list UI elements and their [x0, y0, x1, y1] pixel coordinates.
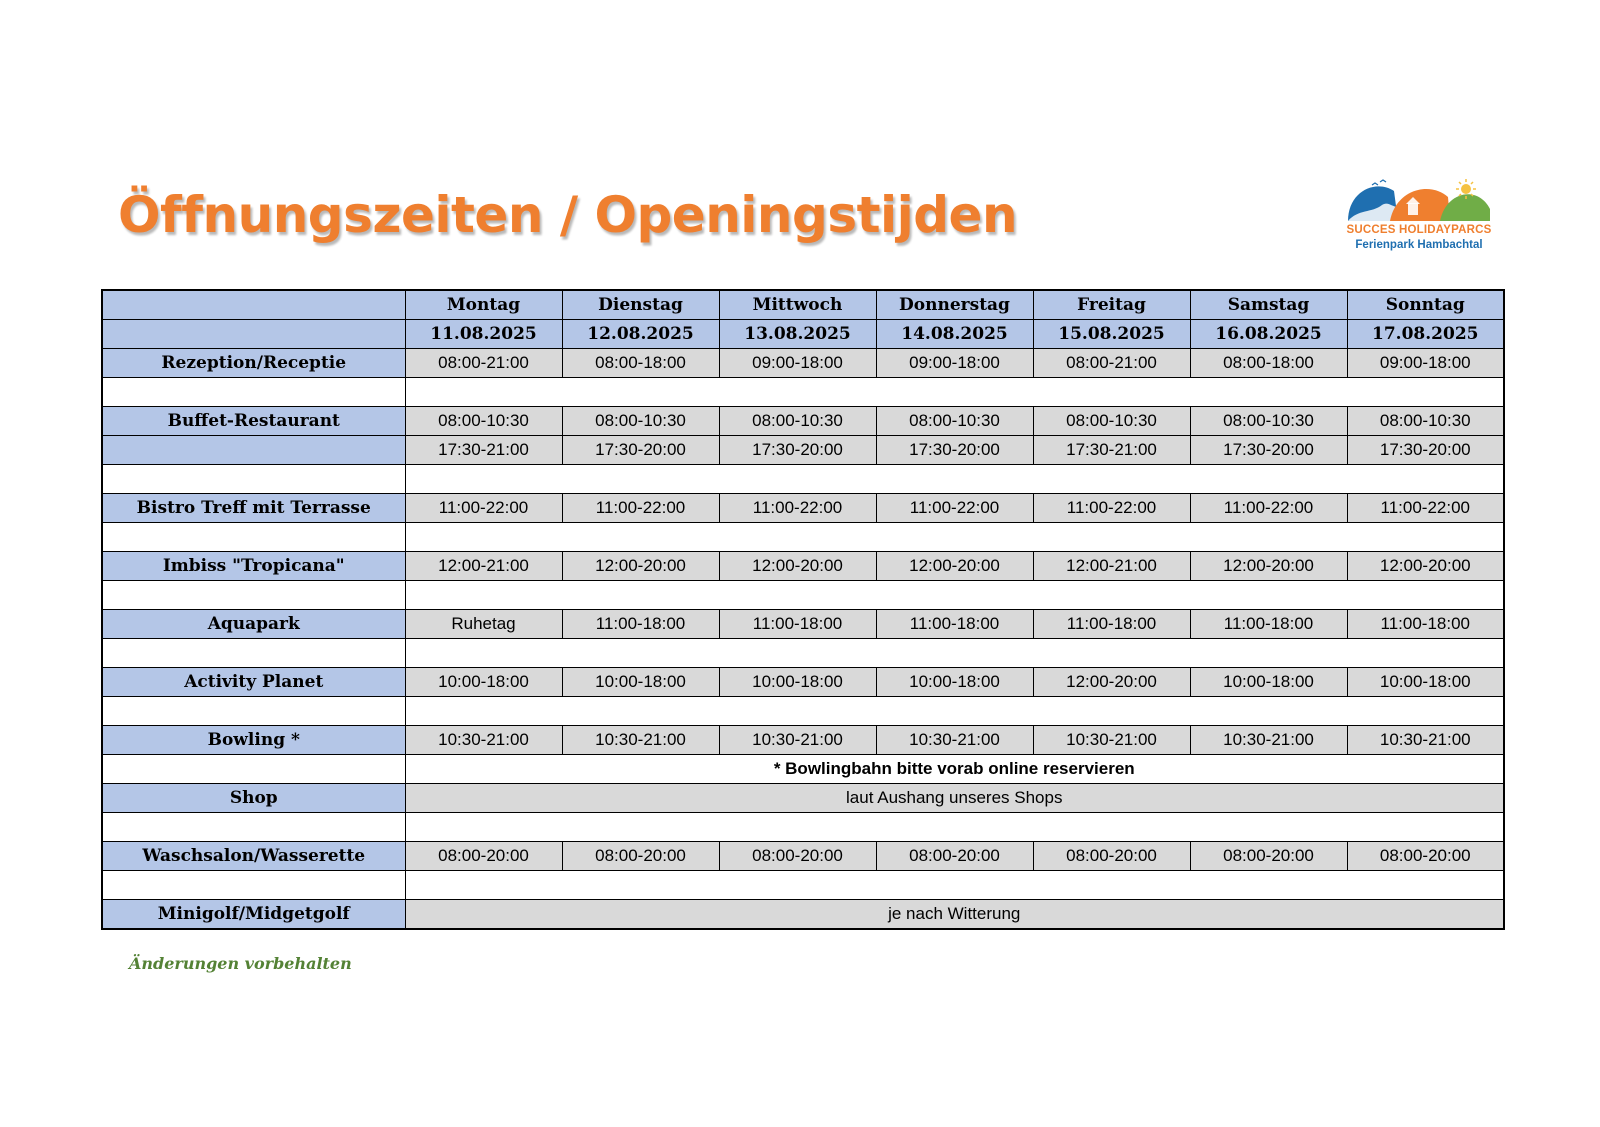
date-header: 12.08.2025 [562, 320, 719, 349]
spacer-cell [102, 813, 405, 842]
spacer-row [102, 581, 1504, 610]
hours-cell: 08:00-10:30 [719, 407, 876, 436]
hours-cell: 08:00-20:00 [405, 842, 562, 871]
hours-cell: 08:00-18:00 [562, 349, 719, 378]
changes-reserved-note: Änderungen vorbehalten [129, 954, 352, 973]
hours-cell: 11:00-22:00 [1190, 494, 1347, 523]
facility-label: Shop [102, 784, 405, 813]
hours-cell: 11:00-22:00 [562, 494, 719, 523]
hours-cell: 11:00-22:00 [405, 494, 562, 523]
spacer-cell [102, 523, 405, 552]
hours-cell: 12:00-20:00 [876, 552, 1033, 581]
bowling-reservation-note: * Bowlingbahn bitte vorab online reservieren [405, 755, 1504, 784]
hours-cell: 10:00-18:00 [876, 668, 1033, 697]
hours-cell: 10:30-21:00 [876, 726, 1033, 755]
hours-note-cell: je nach Witterung [405, 900, 1504, 930]
spacer-cell [102, 871, 405, 900]
day-header: Freitag [1033, 290, 1190, 320]
company-logo [1338, 177, 1500, 255]
hours-cell: 08:00-20:00 [1190, 842, 1347, 871]
spacer-row [102, 813, 1504, 842]
hours-cell: 11:00-18:00 [719, 610, 876, 639]
hours-cell: 11:00-18:00 [1347, 610, 1504, 639]
hours-cell: 11:00-22:00 [876, 494, 1033, 523]
spacer-cell [102, 755, 405, 784]
hours-cell: 11:00-22:00 [1347, 494, 1504, 523]
table-row [102, 784, 1504, 813]
day-header: Mittwoch [719, 290, 876, 320]
table-row [102, 436, 1504, 465]
hours-cell: 12:00-20:00 [1190, 552, 1347, 581]
table-row [102, 668, 1504, 697]
header-row-dates [102, 320, 1504, 349]
date-header: 13.08.2025 [719, 320, 876, 349]
hours-cell: 08:00-10:30 [1347, 407, 1504, 436]
header-corner-cell [102, 320, 405, 349]
hours-cell: 08:00-10:30 [1190, 407, 1347, 436]
hours-cell: 11:00-22:00 [719, 494, 876, 523]
spacer-cell [405, 378, 1504, 407]
table-row [102, 726, 1504, 755]
hours-cell: 17:30-21:00 [1033, 436, 1190, 465]
spacer-row [102, 697, 1504, 726]
hours-cell: 10:30-21:00 [719, 726, 876, 755]
facility-label: Bistro Treff mit Terrasse [102, 494, 405, 523]
hours-cell: 10:00-18:00 [1347, 668, 1504, 697]
hours-cell: 08:00-10:30 [405, 407, 562, 436]
spacer-cell [405, 465, 1504, 494]
day-header: Dienstag [562, 290, 719, 320]
spacer-cell [102, 465, 405, 494]
spacer-cell [405, 697, 1504, 726]
hours-cell: 12:00-21:00 [1033, 552, 1190, 581]
hours-cell: 11:00-18:00 [562, 610, 719, 639]
facility-label: Imbiss "Tropicana" [102, 552, 405, 581]
hours-cell: 08:00-21:00 [1033, 349, 1190, 378]
spacer-cell [405, 581, 1504, 610]
date-header: 17.08.2025 [1347, 320, 1504, 349]
logo-graphic-icon [1346, 177, 1492, 223]
hours-cell: 17:30-20:00 [1347, 436, 1504, 465]
day-header: Sonntag [1347, 290, 1504, 320]
spacer-cell [405, 639, 1504, 668]
table-row [102, 494, 1504, 523]
hours-cell: 17:30-20:00 [562, 436, 719, 465]
table-row [102, 900, 1504, 930]
spacer-cell [102, 378, 405, 407]
spacer-cell [102, 581, 405, 610]
hours-cell: 08:00-10:30 [562, 407, 719, 436]
hours-cell: 10:30-21:00 [562, 726, 719, 755]
hours-cell: 12:00-21:00 [405, 552, 562, 581]
spacer-row [102, 523, 1504, 552]
spacer-cell [405, 813, 1504, 842]
day-header: Montag [405, 290, 562, 320]
logo-park-name: Ferienpark Hambachtal [1355, 239, 1483, 251]
hours-cell: 09:00-18:00 [1347, 349, 1504, 378]
hours-cell: 12:00-20:00 [1347, 552, 1504, 581]
hours-cell: 17:30-20:00 [1190, 436, 1347, 465]
header-row-days [102, 290, 1504, 320]
logo-brand-name: SUCCES HOLIDAYPARCS [1346, 224, 1492, 236]
date-header: 16.08.2025 [1190, 320, 1347, 349]
bowling-note-row [102, 755, 1504, 784]
hours-cell: 10:00-18:00 [719, 668, 876, 697]
day-header: Samstag [1190, 290, 1347, 320]
facility-label: Buffet-Restaurant [102, 407, 405, 436]
hours-cell: 10:00-18:00 [1190, 668, 1347, 697]
table-row [102, 552, 1504, 581]
facility-label [102, 436, 405, 465]
spacer-row [102, 378, 1504, 407]
spacer-row [102, 639, 1504, 668]
hours-cell: 10:30-21:00 [405, 726, 562, 755]
hours-cell: 11:00-22:00 [1033, 494, 1190, 523]
date-header: 15.08.2025 [1033, 320, 1190, 349]
hours-cell: 12:00-20:00 [562, 552, 719, 581]
hours-cell: 09:00-18:00 [876, 349, 1033, 378]
spacer-cell [405, 871, 1504, 900]
opening-hours-table [101, 289, 1505, 930]
hours-cell: 10:30-21:00 [1033, 726, 1190, 755]
hours-cell: 09:00-18:00 [719, 349, 876, 378]
facility-label: Waschsalon/Wasserette [102, 842, 405, 871]
hours-cell: 08:00-20:00 [876, 842, 1033, 871]
spacer-cell [405, 523, 1504, 552]
hours-cell: 10:30-21:00 [1347, 726, 1504, 755]
hours-cell: 08:00-10:30 [876, 407, 1033, 436]
facility-label: Bowling * [102, 726, 405, 755]
page-title: Öffnungszeiten / Openingstijden [118, 186, 1018, 244]
hours-cell: 10:00-18:00 [405, 668, 562, 697]
spacer-cell [102, 639, 405, 668]
hours-cell: 11:00-18:00 [1033, 610, 1190, 639]
hours-cell: 17:30-21:00 [405, 436, 562, 465]
table-row [102, 349, 1504, 378]
day-header: Donnerstag [876, 290, 1033, 320]
hours-cell: 08:00-18:00 [1190, 349, 1347, 378]
hours-cell: 17:30-20:00 [876, 436, 1033, 465]
hours-cell: 08:00-10:30 [1033, 407, 1190, 436]
hours-cell: 08:00-20:00 [719, 842, 876, 871]
hours-cell: 11:00-18:00 [876, 610, 1033, 639]
facility-label: Minigolf/Midgetgolf [102, 900, 405, 930]
spacer-row [102, 465, 1504, 494]
hours-cell: 12:00-20:00 [1033, 668, 1190, 697]
hours-cell: 08:00-20:00 [562, 842, 719, 871]
header-corner-cell [102, 290, 405, 320]
hours-cell: 08:00-21:00 [405, 349, 562, 378]
hours-cell: Ruhetag [405, 610, 562, 639]
hours-cell: 10:30-21:00 [1190, 726, 1347, 755]
date-header: 14.08.2025 [876, 320, 1033, 349]
hours-cell: 12:00-20:00 [719, 552, 876, 581]
table-row [102, 407, 1504, 436]
date-header: 11.08.2025 [405, 320, 562, 349]
facility-label: Activity Planet [102, 668, 405, 697]
facility-label: Rezeption/Receptie [102, 349, 405, 378]
hours-cell: 08:00-20:00 [1347, 842, 1504, 871]
hours-cell: 08:00-20:00 [1033, 842, 1190, 871]
facility-label: Aquapark [102, 610, 405, 639]
hours-cell: 10:00-18:00 [562, 668, 719, 697]
table-row [102, 610, 1504, 639]
hours-note-cell: laut Aushang unseres Shops [405, 784, 1504, 813]
table-row [102, 842, 1504, 871]
spacer-cell [102, 697, 405, 726]
hours-cell: 11:00-18:00 [1190, 610, 1347, 639]
hours-cell: 17:30-20:00 [719, 436, 876, 465]
spacer-row [102, 871, 1504, 900]
